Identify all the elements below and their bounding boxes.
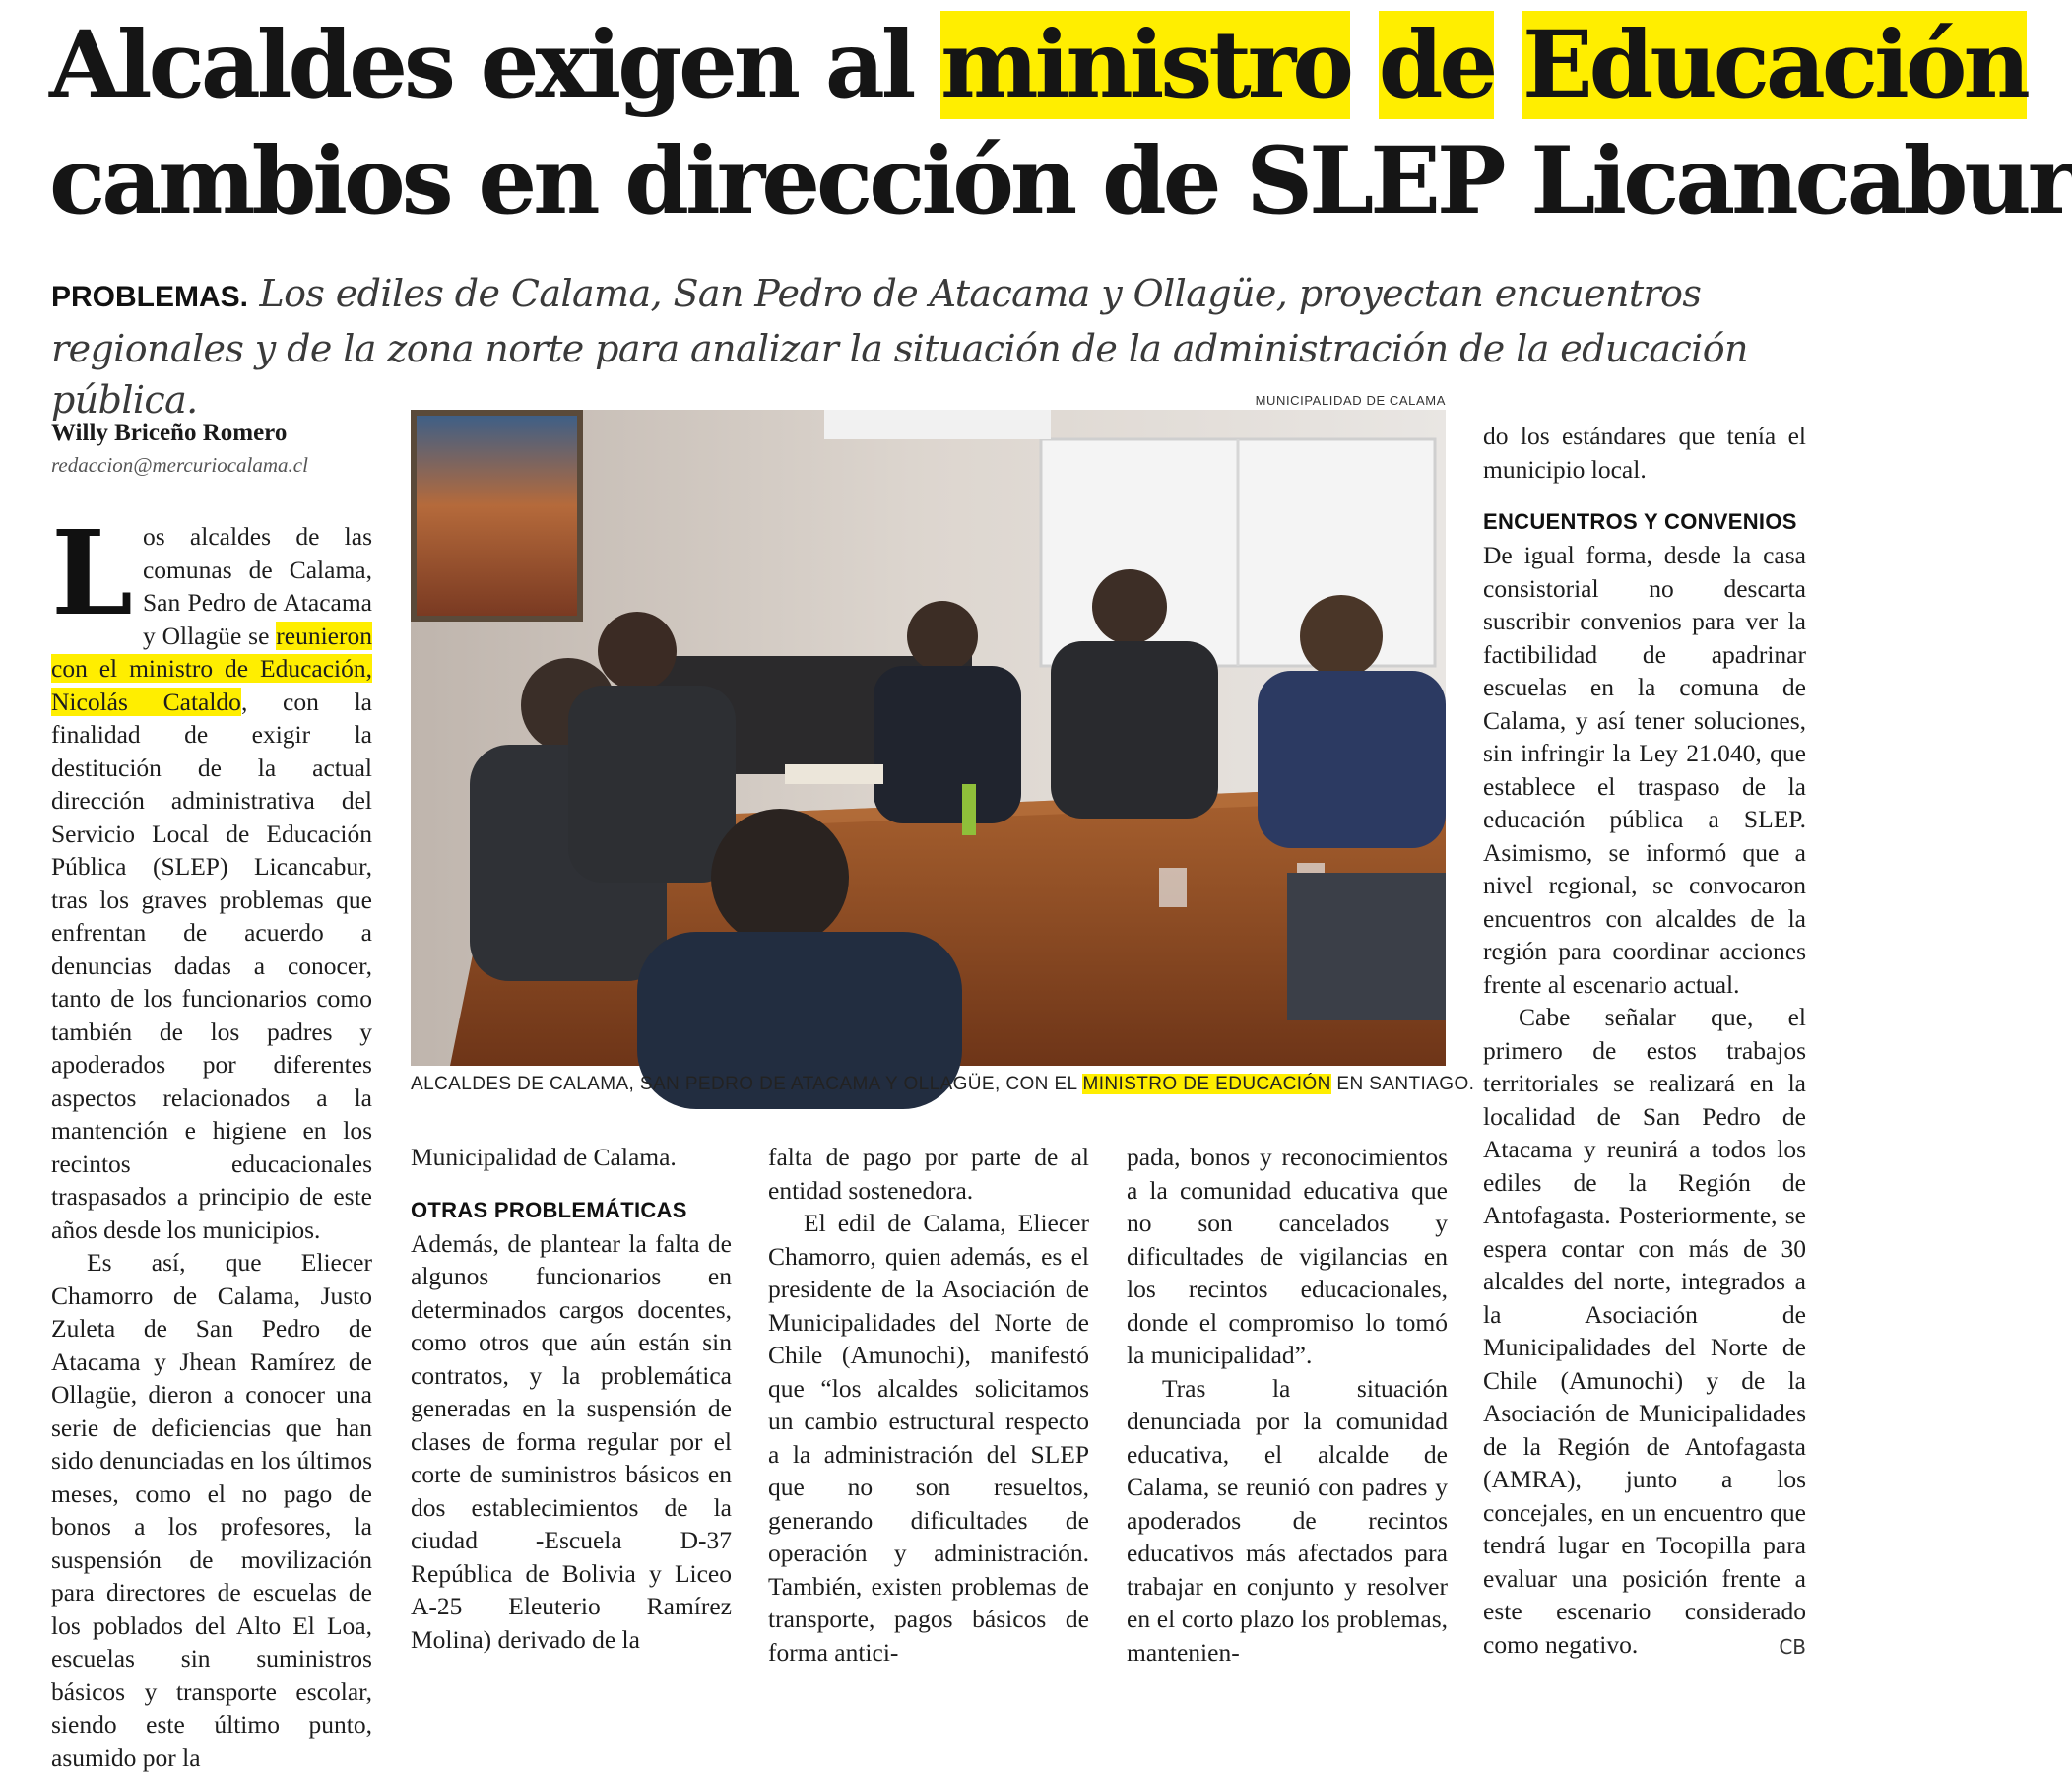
section-heading: OTRAS PROBLEMÁTICAS [411, 1197, 687, 1222]
paragraph: Cabe señalar que, el primero de estos trabajos territoriales se realizará en la localidad de San Pedro de Atacama y reunirá a todos los ediles de la Región de Antofagasta. Posteriormente, se espera contar con más de 30 alcaldes del norte, integrados a la Asociación de Municipalidades del Norte de Chile (Amunochi) y de la Asociación de Municipalidades de la Región de Antofagasta (AMRA), junto a los concejales, en un encuentro que tendrá lugar en Tocopilla para evaluar una posición frente a este escenario considerado como negativo. [1483, 1003, 1806, 1659]
lede-text: Los ediles de Calama, San Pedro de Atacama y Ollagüe, proyectan encuentros regionales y de la zona norte para analizar la situación de la administración de la educación pública. [51, 272, 1748, 422]
headline-text: Alcaldes exigen al [49, 11, 941, 119]
photo-credit: MUNICIPALIDAD DE CALAMA [1255, 393, 1446, 408]
highlighted-text: reunieron con el ministro de Educación, Nicolás Cataldo [51, 621, 372, 716]
article-column-4 [1127, 1141, 1448, 1669]
paragraph: El edil de Calama, Eliecer Chamorro, quien además, es el presidente de la Asociación de Municipalidades del Norte de Chile (Amunochi), manifestó que “los alcaldes solicitamos un cambio estructural respecto a la administración del SLEP que no son resueltos, generando dificultades de operación y administración. También, existen problemas de transporte, pagos básicos de forma antici- [768, 1209, 1089, 1667]
paragraph: De igual forma, desde la casa consistorial no descarta suscribir convenios para ver la factibilidad de apadrinar escuelas en la comuna de Calama, y así tener soluciones, sin infringir la Ley 21.040, que establece el traspaso de la educación pública a SLEP. Asimismo, se informó que a nivel regional, se convocaron encuentros con alcaldes de la región para coordinar acciones frente al escenario actual. [1483, 541, 1806, 999]
paragraph: pada, bonos y reconocimientos a la comunidad educativa que no son cancelados y dificultades de vigilancias en los recintos educacionales, donde el compromiso lo tomó la municipalidad”. [1127, 1143, 1448, 1369]
paragraph: Además, de plantear la falta de algunos funcionarios en determinados cargos docentes, como otros que aún están sin contratos, y la problemática generadas en la suspensión de clases de forma regular por el corte de suministros básicos en dos establecimientos de la ciudad -Escuela D-37 República de Bolivia y Liceo A-25 Eleuterio Ramírez Molina) derivado de la [411, 1228, 732, 1654]
caption-text: ALCALDES DE CALAMA, SAN PEDRO DE ATACAMA Y OLLAGÜE, CON EL [411, 1074, 1083, 1094]
caption-highlight: MINISTRO DE EDUCACIÓN [1082, 1074, 1331, 1094]
paragraph: Tras la situación denunciada por la comunidad educativa, el alcalde de Calama, se reunió con padres y apoderados de recintos educativos más afectados para trabajar en conjunto y resolver en el corto plazo los problemas, mantenien- [1127, 1373, 1448, 1667]
lede-label: PROBLEMAS. [51, 281, 249, 313]
paragraph [51, 504, 372, 1246]
end-mark: CB [1779, 1635, 1806, 1659]
author-name: Willy Briceño Romero [51, 420, 288, 446]
article-column-3 [768, 1141, 1089, 1669]
paragraph-text: os alcaldes de las comunas de Calama, San Pedro de Atacama y Ollagüe se [142, 522, 372, 650]
photo-caption [411, 1074, 1475, 1095]
article-photo [411, 410, 1446, 1066]
caption-text: EN SANTIAGO. [1330, 1074, 1475, 1094]
author-email: redaccion@mercuriocalama.cl [51, 453, 308, 477]
headline-highlight-educacion: Educación [1522, 11, 2027, 119]
paragraph: do los estándares que tenía el municipio local. [1483, 422, 1806, 484]
headline-highlight-de: de [1378, 11, 1495, 119]
byline [51, 420, 366, 478]
headline-line-1 [49, 11, 2027, 119]
headline-space [1494, 11, 1522, 119]
paragraph: Es así, que Eliecer Chamorro de Calama, Justo Zuleta de San Pedro de Atacama y Jhean Ramírez de Ollagüe, dieron a conocer una serie de deficiencias que han sido denunciadas en los últimos meses, como el no pago de bonos a los profesores, la suspensión de movilización para directores de escuelas de los poblados del Alto El Loa, escuelas sin suministros básicos y transporte escolar, siendo este último punto, asumido por la [51, 1248, 372, 1772]
headline-highlight-ministro: ministro [940, 11, 1350, 119]
section-heading: ENCUENTROS Y CONVENIOS [1483, 509, 1797, 534]
drop-cap: L [51, 504, 133, 641]
headline-line-2: cambios en dirección de SLEP Licancabur [49, 127, 2072, 235]
paragraph: Municipalidad de Calama. [411, 1143, 677, 1171]
headline-space [1350, 11, 1379, 119]
paragraph-text: , con la finalidad de exigir la destitución de la actual dirección administrativa del Servicio Local de Educación Pública (SLEP) Licancabur, tras los graves problemas que enfrentan de acuerdo a denuncias dadas a conocer, tanto de los funcionarios como también de los padres y apoderados por diferentes aspectos relacionados a la mantención e higiene en los recintos educacionales traspasados a principio de este años desde los municipios. [51, 687, 372, 1244]
lede [51, 268, 1794, 426]
article-column-5 [1483, 420, 1806, 1665]
article-column-1 [51, 504, 372, 1774]
paragraph: falta de pago por parte de al entidad sostenedora. [768, 1143, 1089, 1205]
article-column-2 [411, 1141, 732, 1656]
meeting-photo-illustration [411, 410, 1446, 1066]
